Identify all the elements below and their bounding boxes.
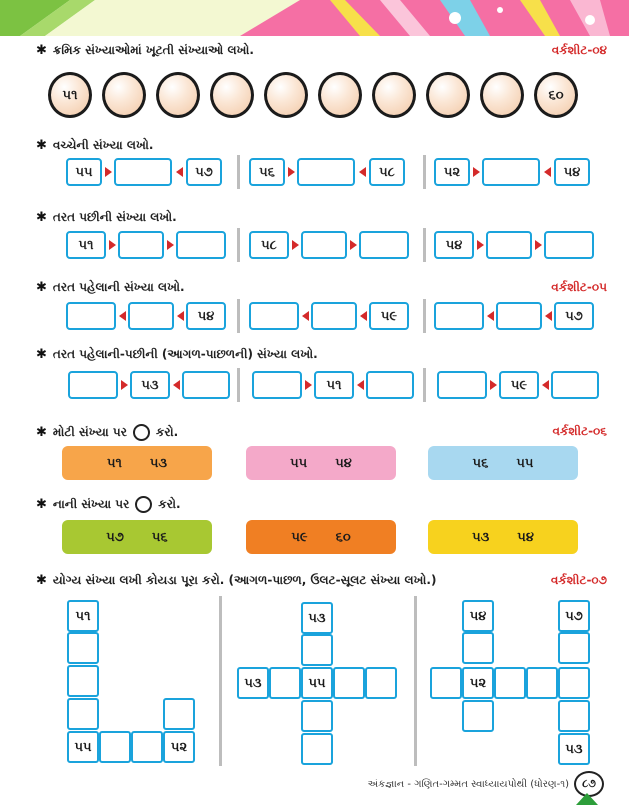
arrow-left-icon (302, 311, 309, 321)
q5-instruction (36, 347, 318, 362)
arrow-right-icon (288, 167, 295, 177)
number-pair-strip (428, 520, 578, 554)
answer-cell[interactable] (365, 667, 397, 699)
given-number-cell: ૫૧ (67, 600, 99, 632)
answer-cell[interactable] (269, 667, 301, 699)
given-number-box: ૫૮ (369, 158, 405, 186)
arrow-right-icon (477, 240, 484, 250)
worksheet-06-label: વર્કશીટ-૦૬ (552, 424, 607, 438)
bullet-icon: ✱ (36, 210, 47, 225)
arrow-right-icon (109, 240, 116, 250)
balloon-number: ૫૧ (48, 72, 92, 118)
q6-instruction (36, 424, 178, 441)
arrow-right-icon (490, 380, 497, 390)
number-choice[interactable]: ૫૯ (291, 529, 308, 545)
balloon-blank[interactable] (264, 72, 308, 118)
circle-icon (133, 424, 150, 441)
q7-suffix: કરો. (158, 497, 181, 511)
puzzle-divider (219, 596, 222, 766)
number-choice[interactable]: ૫૪ (517, 529, 534, 545)
answer-box[interactable] (118, 231, 164, 259)
answer-box[interactable] (252, 371, 302, 399)
given-number-box: ૫૨ (434, 158, 470, 186)
given-number-box: ૫૪ (554, 158, 590, 186)
arrow-right-icon (292, 240, 299, 250)
balloon-blank[interactable] (156, 72, 200, 118)
number-choice[interactable]: ૫૪ (335, 455, 352, 471)
answer-cell[interactable] (462, 632, 494, 664)
number-choice[interactable]: ૫૩ (472, 529, 490, 545)
number-pair-strip (62, 520, 212, 554)
answer-box[interactable] (437, 371, 487, 399)
given-number-box: ૫૮ (249, 231, 289, 259)
arrow-right-icon (350, 240, 357, 250)
answer-cell[interactable] (67, 665, 99, 697)
number-choice[interactable]: ૫૫ (516, 455, 534, 471)
q2-text: વચ્ચેની સંખ્યા લખો. (52, 138, 154, 152)
bullet-icon: ✱ (36, 347, 47, 362)
answer-cell[interactable] (99, 731, 131, 763)
group-divider (237, 299, 240, 333)
header-decoration (0, 0, 629, 36)
q4-text: તરત પહેલાની સંખ્યા લખો. (52, 280, 185, 294)
balloon-blank[interactable] (426, 72, 470, 118)
answer-box[interactable] (551, 371, 599, 399)
group-divider (237, 368, 240, 402)
given-number-box: ૫૪ (434, 231, 474, 259)
q6-text: મોટી સંખ્યા પર (52, 425, 127, 439)
answer-cell[interactable] (526, 667, 558, 699)
worksheet-04-label: વર્કશીટ-૦૪ (551, 43, 607, 57)
answer-box[interactable] (301, 231, 347, 259)
given-number-box: ૫૩ (130, 371, 170, 399)
group-divider (423, 299, 426, 333)
bullet-icon: ✱ (36, 425, 47, 440)
q8-text: યોગ્ય સંખ્યા લખી કોયડા પૂરા કરો. (આગળ-પાછળ, ઉલટ-સૂલટ સંખ્યા લખો.) (52, 573, 437, 587)
balloon-blank[interactable] (102, 72, 146, 118)
q3-text: તરત પછીની સંખ્યા લખો. (52, 210, 177, 224)
number-pair-strip (62, 446, 212, 480)
balloon-blank[interactable] (480, 72, 524, 118)
group-divider (423, 228, 426, 262)
number-pair-strip (246, 446, 396, 480)
bullet-icon: ✱ (36, 573, 47, 588)
arrow-left-icon (545, 311, 552, 321)
answer-box[interactable] (311, 302, 357, 330)
q1-instruction (36, 43, 254, 58)
given-number-cell: ૫૨ (462, 667, 494, 699)
group-divider (423, 155, 426, 189)
arrow-left-icon (544, 167, 551, 177)
number-pair-strip (428, 446, 578, 480)
given-number-cell: ૫૩ (237, 667, 269, 699)
worksheet-05-label: વર્કશીટ-૦૫ (551, 280, 607, 294)
arrow-left-icon (487, 311, 494, 321)
arrow-right-icon (167, 240, 174, 250)
arrow-right-icon (305, 380, 312, 390)
balloon-number: ૬૦ (534, 72, 578, 118)
number-choice[interactable]: ૫૬ (151, 529, 168, 545)
q4-instruction (36, 280, 185, 295)
bullet-icon: ✱ (36, 138, 47, 153)
q7-text: નાની સંખ્યા પર (52, 497, 130, 511)
arrow-left-icon (176, 167, 183, 177)
circle-icon (135, 496, 152, 513)
arrow-left-icon (173, 380, 180, 390)
answer-box[interactable] (434, 302, 484, 330)
answer-box[interactable] (496, 302, 542, 330)
answer-cell[interactable] (333, 667, 365, 699)
arrow-left-icon (542, 380, 549, 390)
balloon-blank[interactable] (318, 72, 362, 118)
bullet-icon: ✱ (36, 280, 47, 295)
group-divider (237, 155, 240, 189)
number-choice[interactable]: ૫૩ (149, 455, 168, 471)
answer-box[interactable] (182, 371, 230, 399)
given-number-cell: ૫૪ (462, 600, 494, 632)
given-number-box: ૫૪ (186, 302, 226, 330)
answer-box[interactable] (176, 231, 226, 259)
answer-box[interactable] (114, 158, 172, 186)
given-number-cell: ૫૨ (163, 731, 195, 763)
arrow-left-icon (119, 311, 126, 321)
given-number-cell: ૫૩ (558, 733, 590, 765)
q1-text: ક્રમિક સંખ્યાઓમાં ખૂટતી સંખ્યાઓ લખો. (52, 43, 254, 57)
number-choice[interactable]: ૫૧ (106, 455, 122, 471)
answer-box[interactable] (544, 231, 594, 259)
answer-cell[interactable] (131, 731, 163, 763)
arrow-left-icon (177, 311, 184, 321)
answer-cell[interactable] (163, 698, 195, 730)
q5-text: તરત પહેલાની-પછીની (આગળ-પાછળની) સંખ્યા લખો. (52, 347, 318, 361)
balloon-blank[interactable] (372, 72, 416, 118)
balloon-blank[interactable] (210, 72, 254, 118)
q2-instruction (36, 138, 153, 153)
arrow-right-icon (473, 167, 480, 177)
answer-cell[interactable] (558, 667, 590, 699)
number-choice[interactable]: ૫૫ (290, 455, 308, 471)
answer-cell[interactable] (430, 667, 462, 699)
given-number-box: ૫૭ (186, 158, 222, 186)
q7-instruction (36, 496, 181, 513)
answer-box[interactable] (486, 231, 532, 259)
page-number: ૮૭ (582, 777, 596, 790)
given-number-cell: ૫૭ (558, 600, 590, 632)
arrow-right-icon (121, 380, 128, 390)
answer-cell[interactable] (301, 634, 333, 666)
arrow-right-icon (105, 167, 112, 177)
answer-box[interactable] (128, 302, 174, 330)
answer-cell[interactable] (558, 700, 590, 732)
given-number-cell: ૫૫ (67, 731, 99, 763)
arrow-right-icon (535, 240, 542, 250)
number-choice[interactable]: ૬૦ (335, 529, 351, 545)
puzzle-divider (414, 596, 417, 766)
given-number-box: ૫૬ (249, 158, 285, 186)
given-number-box: ૫૭ (554, 302, 594, 330)
footer-decoration-icon (576, 793, 598, 805)
given-number-box: ૫૯ (499, 371, 539, 399)
group-divider (237, 228, 240, 262)
answer-cell[interactable] (462, 700, 494, 732)
given-number-box: ૫૧ (66, 231, 106, 259)
group-divider (423, 368, 426, 402)
given-number-box: ૫૧ (314, 371, 354, 399)
number-choice[interactable]: ૫૭ (106, 529, 124, 545)
given-number-box: ૫૫ (66, 158, 102, 186)
answer-cell[interactable] (301, 733, 333, 765)
arrow-left-icon (357, 380, 364, 390)
answer-box[interactable] (482, 158, 540, 186)
answer-box[interactable] (68, 371, 118, 399)
answer-box[interactable] (297, 158, 355, 186)
answer-box[interactable] (366, 371, 414, 399)
given-number-cell: ૫૩ (301, 602, 333, 634)
answer-cell[interactable] (301, 700, 333, 732)
q6-suffix: કરો. (155, 425, 179, 439)
q3-instruction (36, 210, 177, 225)
footer-text: અંકજ્ઞાન - ગણિત-ગમ્મત સ્વાધ્યાયપોથી (ધોરણ-૧) (367, 779, 569, 790)
answer-box[interactable] (249, 302, 299, 330)
header-banner (0, 0, 629, 36)
arrow-left-icon (359, 167, 366, 177)
bullet-icon: ✱ (36, 497, 47, 512)
bullet-icon: ✱ (36, 43, 47, 58)
number-pair-strip (246, 520, 396, 554)
q8-instruction (36, 573, 436, 588)
answer-cell[interactable] (67, 632, 99, 664)
worksheet-07-label: વર્કશીટ-૦૭ (550, 573, 607, 587)
answer-box[interactable] (66, 302, 116, 330)
answer-box[interactable] (359, 231, 409, 259)
answer-cell[interactable] (558, 632, 590, 664)
arrow-left-icon (360, 311, 367, 321)
given-number-box: ૫૯ (369, 302, 409, 330)
answer-cell[interactable] (494, 667, 526, 699)
given-number-cell: ૫૫ (301, 667, 333, 699)
answer-cell[interactable] (67, 698, 99, 730)
number-choice[interactable]: ૫૬ (472, 455, 489, 471)
